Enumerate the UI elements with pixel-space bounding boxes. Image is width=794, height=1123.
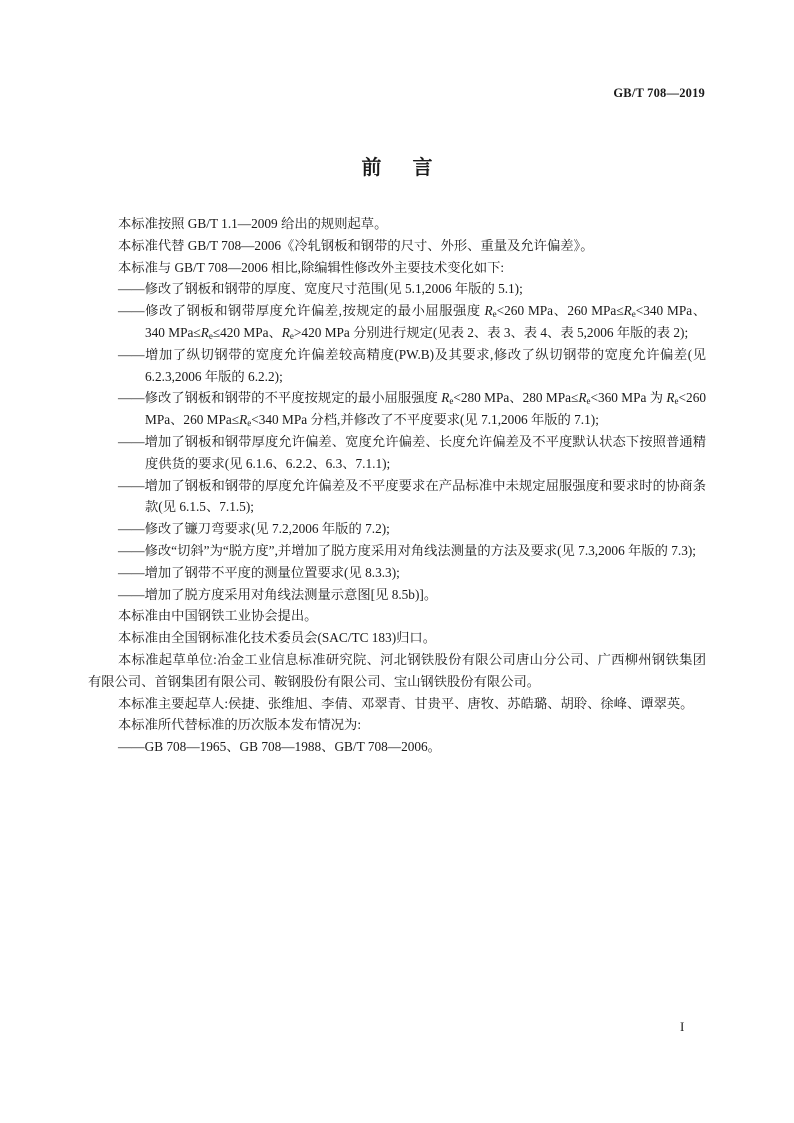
paragraph: 本标准由中国钢铁工业协会提出。	[118, 608, 318, 624]
yield-strength-symbol: $R_e$	[666, 390, 679, 407]
paragraph: 本标准代替 GB/T 708—2006《冷轧钢板和钢带的尺寸、外形、重量及允许偏差》。	[118, 237, 594, 253]
yield-strength-symbol: $R_e$	[200, 324, 213, 341]
yield-strength-symbol: $R_e$	[623, 303, 636, 320]
standard-code-header: GB/T 708—2019	[613, 86, 705, 100]
page-number: I	[680, 1019, 685, 1034]
paragraph: 本标准与 GB/T 708—2006 相比,除编辑性修改外主要技术变化如下:	[118, 259, 505, 275]
paragraph: 本标准所代替标准的历次版本发布情况为:	[118, 717, 362, 733]
list-item: ——增加了钢板和钢带的厚度允许偏差及不平度要求在产品标准中未规定屈服强度和要求时的协商条款(见 6.1.5、7.1.5);	[118, 477, 706, 515]
list-item: ——增加了钢带不平度的测量位置要求(见 8.3.3);	[118, 564, 400, 580]
list-item: ——增加了脱方度采用对角线法测量示意图[见 8.5b)]。	[118, 586, 438, 602]
list-item: ——GB 708—1965、GB 708—1988、GB/T 708—2006。	[118, 739, 441, 755]
list-item: ——增加了纵切钢带的宽度允许偏差较高精度(PW.B)及其要求,修改了纵切钢带的宽度允许偏差(见 6.2.3,2006 年版的 6.2.2);	[118, 346, 706, 384]
list-item: ——增加了钢板和钢带厚度允许偏差、宽度允许偏差、长度允许偏差及不平度默认状态下按照普通精度供货的要求(见 6.1.6、6.2.2、6.3、7.1.1);	[118, 433, 706, 471]
yield-strength-symbol: $R_e$	[239, 412, 252, 429]
list-item: ——修改了钢板和钢带的不平度按规定的最小屈服强度 $R_e<280$ MPa、280 $MPa\le R_e<360$ MPa 为 $R_e<260$ MPa、260 $MPa\le R_e<340$ MPa 分档,并修改了不平度要求(见 7.1,2006 年版的 7.1);	[118, 390, 706, 429]
yield-strength-symbol: $R_e$	[578, 390, 591, 407]
page-title: 前 言	[361, 155, 433, 179]
yield-strength-symbol: $R_e$	[484, 303, 497, 320]
list-item: ——修改了钢板和钢带厚度允许偏差,按规定的最小屈服强度 $R_e<260$ MPa、260 $MPa\le R_e<340$ MPa、340 $MPa\le R_e\le 420$ MPa、$R_e>420$ MPa 分别进行规定(见表 2、表 3、表 4、表 5,2006 年版的表 2);	[118, 303, 707, 341]
list-item: ——修改了镰刀弯要求(见 7.2,2006 年版的 7.2);	[118, 521, 390, 537]
paragraph: 本标准由全国钢标准化技术委员会(SAC/TC 183)归口。	[118, 630, 437, 646]
list-item: ——修改“切斜”为“脱方度”,并增加了脱方度采用对角线法测量的方法及要求(见 7.3,2006 年版的 7.3);	[118, 542, 697, 558]
paragraph: 本标准主要起草人:侯捷、张维旭、李倩、邓翠青、甘贵平、唐牧、苏皓璐、胡聆、徐峰、谭翠英。	[118, 695, 694, 711]
paragraph: 本标准起草单位:冶金工业信息标准研究院、河北钢铁股份有限公司唐山分公司、广西柳州钢铁集团有限公司、首钢集团有限公司、鞍钢股份有限公司、宝山钢铁股份有限公司。	[88, 651, 706, 689]
list-item: ——修改了钢板和钢带的厚度、宽度尺寸范围(见 5.1,2006 年版的 5.1);	[118, 281, 523, 297]
foreword-body	[88, 213, 706, 758]
yield-strength-symbol: $R_e$	[281, 324, 294, 341]
paragraph: 本标准按照 GB/T 1.1—2009 给出的规则起草。	[118, 216, 388, 231]
yield-strength-symbol: $R_e$	[441, 390, 454, 407]
